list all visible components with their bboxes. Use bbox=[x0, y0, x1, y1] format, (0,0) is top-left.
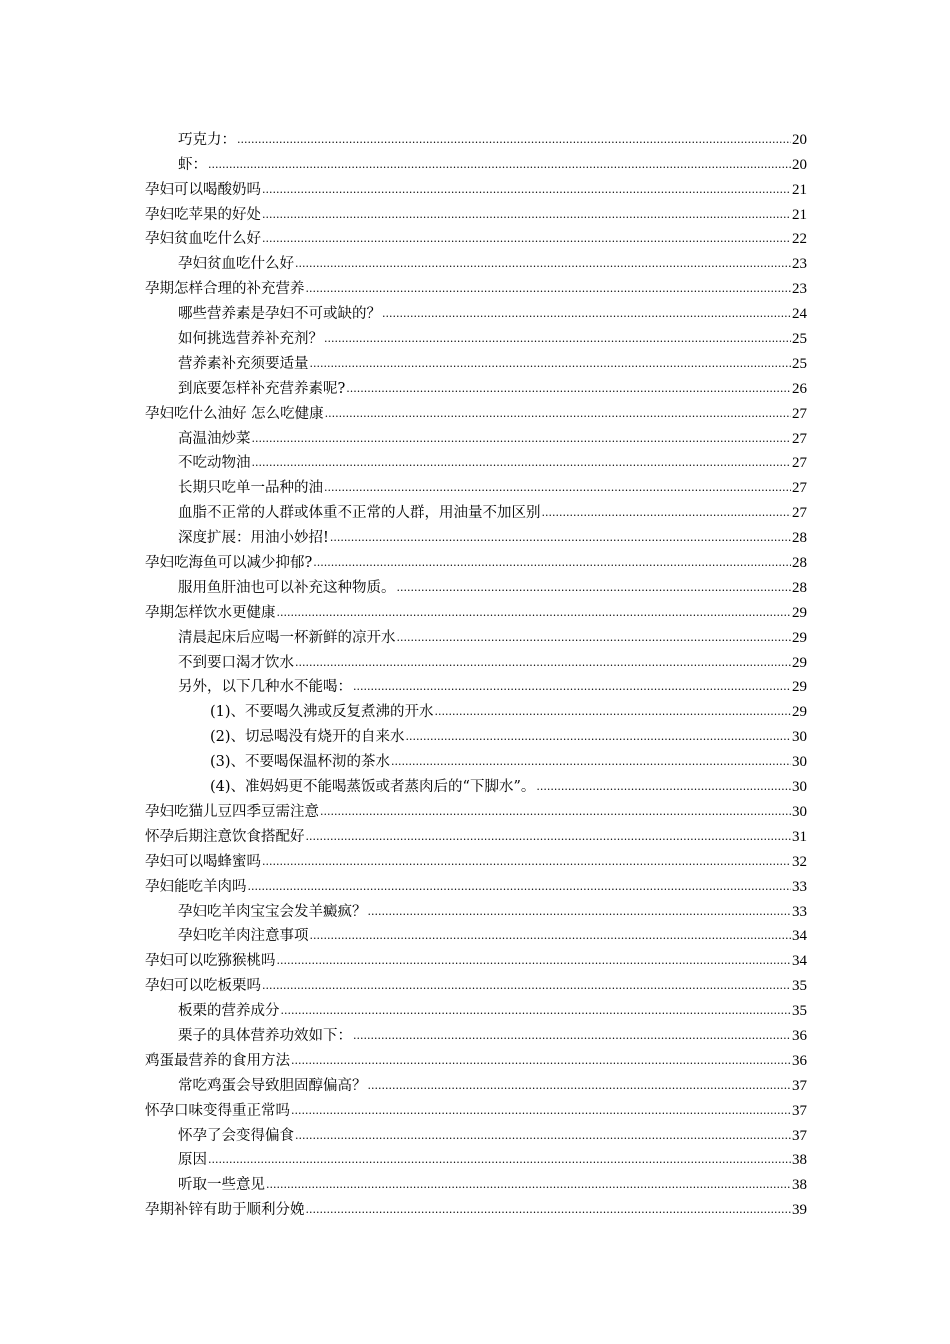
toc-entry[interactable] bbox=[145, 1194, 807, 1219]
toc-dot-leader bbox=[262, 853, 791, 871]
toc-page-number: 29 bbox=[792, 654, 807, 671]
toc-entry-title: 哪些营养素是孕妇不可或缺的？ bbox=[178, 306, 381, 323]
toc-dot-leader bbox=[346, 380, 791, 398]
toc-entry[interactable] bbox=[145, 597, 807, 622]
toc-page-number: 28 bbox=[792, 555, 807, 572]
toc-entry-title: 原因 bbox=[178, 1152, 207, 1169]
toc-page-number: 37 bbox=[792, 1077, 807, 1094]
toc-entry-title: 不到要口渴才饮水 bbox=[178, 654, 294, 671]
toc-page-number: 34 bbox=[792, 928, 807, 945]
toc-entry-title: 孕妇可以喝酸奶吗 bbox=[145, 181, 261, 198]
toc-entry-title: 孕妇贫血吃什么好 bbox=[145, 231, 261, 248]
toc-dot-leader bbox=[281, 1002, 792, 1020]
toc-page-number: 39 bbox=[792, 1202, 807, 1219]
toc-dot-leader bbox=[320, 803, 791, 821]
toc-entry[interactable] bbox=[145, 846, 807, 871]
toc-entry[interactable] bbox=[145, 995, 807, 1020]
toc-page-number: 29 bbox=[792, 679, 807, 696]
toc-entry[interactable] bbox=[145, 174, 807, 199]
toc-page-number: 30 bbox=[792, 754, 807, 771]
toc-entry-title: 虾： bbox=[178, 156, 207, 173]
toc-entry-title: (2)、切忌喝没有烧开的自来水 bbox=[210, 729, 405, 746]
toc-page-number: 21 bbox=[792, 206, 807, 223]
toc-entry[interactable] bbox=[145, 721, 807, 746]
toc-entry-title: 怀孕后期注意饮食搭配好 bbox=[145, 828, 305, 845]
toc-page-number: 25 bbox=[792, 355, 807, 372]
toc-entry-title: 常吃鸡蛋会导致胆固醇偏高？ bbox=[178, 1077, 367, 1094]
toc-dot-leader bbox=[368, 1077, 792, 1095]
toc-page-number: 30 bbox=[792, 779, 807, 796]
toc-entry[interactable] bbox=[145, 1045, 807, 1070]
toc-entry[interactable] bbox=[145, 672, 807, 697]
toc-dot-leader bbox=[306, 1201, 792, 1219]
toc-dot-leader bbox=[295, 255, 791, 273]
toc-entry-title: 板栗的营养成分 bbox=[178, 1003, 280, 1020]
toc-dot-leader bbox=[208, 156, 791, 174]
toc-page-number: 23 bbox=[792, 281, 807, 298]
toc-entry-title: 营养素补充须要适量 bbox=[178, 355, 309, 372]
toc-entry[interactable] bbox=[145, 1095, 807, 1120]
toc-page-number: 31 bbox=[792, 828, 807, 845]
toc-entry[interactable] bbox=[145, 921, 807, 946]
toc-dot-leader bbox=[353, 678, 791, 696]
toc-entry-title: 孕期怎样饮水更健康 bbox=[145, 604, 276, 621]
toc-entry-title: 孕期怎样合理的补充营养 bbox=[145, 281, 305, 298]
toc-dot-leader bbox=[262, 181, 791, 199]
toc-dot-leader bbox=[536, 778, 791, 796]
toc-dot-leader bbox=[310, 927, 792, 945]
toc-entry[interactable] bbox=[145, 696, 807, 721]
toc-dot-leader bbox=[542, 504, 792, 522]
toc-dot-leader bbox=[252, 454, 792, 472]
toc-entry[interactable] bbox=[145, 373, 807, 398]
toc-page-number: 21 bbox=[792, 181, 807, 198]
toc-entry[interactable] bbox=[145, 224, 807, 249]
toc-entry[interactable] bbox=[145, 1169, 807, 1194]
toc-entry[interactable] bbox=[145, 124, 807, 149]
toc-page-number: 32 bbox=[792, 853, 807, 870]
toc-dot-leader bbox=[313, 554, 791, 572]
toc-entry-title: 孕妇可以吃板栗吗 bbox=[145, 978, 261, 995]
toc-entry-title: 血脂不正常的人群或体重不正常的人群，用油量不加区别 bbox=[178, 505, 541, 522]
toc-entry[interactable] bbox=[145, 448, 807, 473]
toc-dot-leader bbox=[295, 1127, 791, 1145]
toc-dot-leader bbox=[330, 529, 791, 547]
toc-page-number: 36 bbox=[792, 1027, 807, 1044]
toc-page-number: 30 bbox=[792, 729, 807, 746]
toc-entry-title: 深度扩展：用油小妙招! bbox=[178, 530, 329, 547]
toc-page-number: 23 bbox=[792, 256, 807, 273]
toc-page-number: 29 bbox=[792, 704, 807, 721]
toc-entry-title: (4)、准妈妈更不能喝蒸饭或者蒸肉后的“下脚水”。 bbox=[210, 779, 536, 796]
toc-page-number: 27 bbox=[792, 455, 807, 472]
toc-page-number: 37 bbox=[792, 1102, 807, 1119]
toc-entry[interactable] bbox=[145, 945, 807, 970]
toc-page-number: 36 bbox=[792, 1052, 807, 1069]
toc-page-number: 20 bbox=[792, 131, 807, 148]
toc-entry[interactable] bbox=[145, 547, 807, 572]
toc-dot-leader bbox=[382, 305, 791, 323]
toc-entry[interactable] bbox=[145, 323, 807, 348]
toc-entry[interactable] bbox=[145, 1070, 807, 1095]
toc-entry-title: (1)、不要喝久沸或反复煮沸的开水 bbox=[210, 704, 434, 721]
toc-entry[interactable] bbox=[145, 423, 807, 448]
toc-dot-leader bbox=[353, 1027, 791, 1045]
toc-entry[interactable] bbox=[145, 522, 807, 547]
toc-dot-leader bbox=[306, 280, 792, 298]
toc-entry-title: 巧克力： bbox=[178, 131, 236, 148]
toc-entry-title: 不吃动物油 bbox=[178, 455, 251, 472]
toc-entry[interactable] bbox=[145, 821, 807, 846]
toc-dot-leader bbox=[391, 753, 791, 771]
toc-page-number: 28 bbox=[792, 530, 807, 547]
toc-dot-leader bbox=[324, 330, 791, 348]
toc-entry-title: 孕妇可以喝蜂蜜吗 bbox=[145, 853, 261, 870]
toc-entry-title: 到底要怎样补充营养素呢? bbox=[178, 380, 346, 397]
toc-entry[interactable] bbox=[145, 472, 807, 497]
toc-entry-title: 清晨起床后应喝一杯新鲜的凉开水 bbox=[178, 629, 396, 646]
toc-page-number: 35 bbox=[792, 1003, 807, 1020]
toc-entry-title: 孕妇可以吃猕猴桃吗 bbox=[145, 953, 276, 970]
toc-entry-title: 孕妇吃猫儿豆四季豆需注意 bbox=[145, 803, 319, 820]
toc-entry-title: 如何挑选营养补充剂？ bbox=[178, 331, 323, 348]
toc-page-number: 28 bbox=[792, 579, 807, 596]
toc-entry-title: 孕妇吃什么油好 怎么吃健康 bbox=[145, 405, 324, 422]
toc-dot-leader bbox=[368, 903, 792, 921]
toc-dot-leader bbox=[208, 1151, 791, 1169]
toc-dot-leader bbox=[266, 1176, 791, 1194]
toc-dot-leader bbox=[291, 1102, 791, 1120]
toc-page-number: 27 bbox=[792, 405, 807, 422]
toc-page-number: 25 bbox=[792, 331, 807, 348]
toc-entry[interactable] bbox=[145, 348, 807, 373]
toc-dot-leader bbox=[262, 230, 791, 248]
toc-dot-leader bbox=[306, 828, 792, 846]
toc-entry-title: 听取一些意见 bbox=[178, 1177, 265, 1194]
toc-entry[interactable] bbox=[145, 871, 807, 896]
toc-dot-leader bbox=[295, 654, 791, 672]
toc-dot-leader bbox=[237, 131, 791, 149]
table-of-contents bbox=[145, 124, 807, 1219]
toc-entry-title: 孕妇吃苹果的好处 bbox=[145, 206, 261, 223]
toc-entry[interactable] bbox=[145, 622, 807, 647]
toc-entry[interactable] bbox=[145, 199, 807, 224]
toc-dot-leader bbox=[291, 1052, 791, 1070]
toc-page-number: 27 bbox=[792, 430, 807, 447]
toc-entry-title: 孕妇贫血吃什么好 bbox=[178, 256, 294, 273]
toc-entry-title: (3)、不要喝保温杯沏的茶水 bbox=[210, 754, 391, 771]
toc-entry-title: 孕妇吃羊肉注意事项 bbox=[178, 928, 309, 945]
toc-page-number: 24 bbox=[792, 306, 807, 323]
toc-dot-leader bbox=[252, 430, 792, 448]
toc-page-number: 27 bbox=[792, 505, 807, 522]
toc-entry[interactable] bbox=[145, 896, 807, 921]
toc-dot-leader bbox=[310, 355, 792, 373]
toc-dot-leader bbox=[397, 579, 792, 597]
toc-dot-leader bbox=[277, 604, 792, 622]
toc-entry-title: 长期只吃单一品种的油 bbox=[178, 480, 323, 497]
toc-entry[interactable] bbox=[145, 746, 807, 771]
toc-entry-title: 孕妇能吃羊肉吗 bbox=[145, 878, 247, 895]
toc-page-number: 22 bbox=[792, 231, 807, 248]
toc-entry-title: 服用鱼肝油也可以补充这种物质。 bbox=[178, 579, 396, 596]
toc-entry-title: 怀孕口味变得重正常吗 bbox=[145, 1102, 290, 1119]
toc-entry[interactable] bbox=[145, 1120, 807, 1145]
toc-page-number: 20 bbox=[792, 156, 807, 173]
toc-dot-leader bbox=[397, 629, 792, 647]
toc-entry[interactable] bbox=[145, 647, 807, 672]
toc-page-number: 38 bbox=[792, 1177, 807, 1194]
toc-entry[interactable] bbox=[145, 248, 807, 273]
toc-dot-leader bbox=[324, 479, 791, 497]
toc-entry[interactable] bbox=[145, 273, 807, 298]
toc-entry[interactable] bbox=[145, 970, 807, 995]
toc-dot-leader bbox=[325, 405, 791, 423]
toc-dot-leader bbox=[262, 977, 791, 995]
toc-dot-leader bbox=[248, 878, 792, 896]
toc-entry-title: 鸡蛋最营养的食用方法 bbox=[145, 1052, 290, 1069]
toc-page-number: 27 bbox=[792, 480, 807, 497]
toc-entry[interactable] bbox=[145, 1020, 807, 1045]
toc-page-number: 30 bbox=[792, 803, 807, 820]
toc-entry-title: 怀孕了会变得偏食 bbox=[178, 1127, 294, 1144]
toc-page-number: 37 bbox=[792, 1127, 807, 1144]
toc-page-number: 26 bbox=[792, 380, 807, 397]
toc-entry-title: 孕妇吃羊肉宝宝会发羊癜疯？ bbox=[178, 903, 367, 920]
toc-entry[interactable] bbox=[145, 1145, 807, 1170]
toc-entry[interactable] bbox=[145, 497, 807, 522]
toc-page-number: 33 bbox=[792, 903, 807, 920]
toc-entry-title: 另外，以下几种水不能喝： bbox=[178, 679, 352, 696]
toc-entry[interactable] bbox=[145, 149, 807, 174]
toc-page-number: 38 bbox=[792, 1152, 807, 1169]
toc-page-number: 29 bbox=[792, 629, 807, 646]
toc-entry-title: 孕妇吃海鱼可以减少抑郁? bbox=[145, 555, 313, 572]
toc-entry[interactable] bbox=[145, 796, 807, 821]
toc-dot-leader bbox=[262, 206, 791, 224]
toc-entry-title: 栗子的具体营养功效如下： bbox=[178, 1027, 352, 1044]
toc-page-number: 33 bbox=[792, 878, 807, 895]
toc-entry-title: 孕期补锌有助于顺利分娩 bbox=[145, 1202, 305, 1219]
toc-entry-title: 高温油炒菜 bbox=[178, 430, 251, 447]
toc-dot-leader bbox=[435, 703, 791, 721]
toc-page-number: 35 bbox=[792, 978, 807, 995]
toc-dot-leader bbox=[406, 728, 791, 746]
toc-entry[interactable] bbox=[145, 398, 807, 423]
toc-page-number: 29 bbox=[792, 604, 807, 621]
toc-entry[interactable] bbox=[145, 771, 807, 796]
toc-page-number: 34 bbox=[792, 953, 807, 970]
toc-entry[interactable] bbox=[145, 572, 807, 597]
toc-dot-leader bbox=[277, 952, 792, 970]
toc-entry[interactable] bbox=[145, 298, 807, 323]
